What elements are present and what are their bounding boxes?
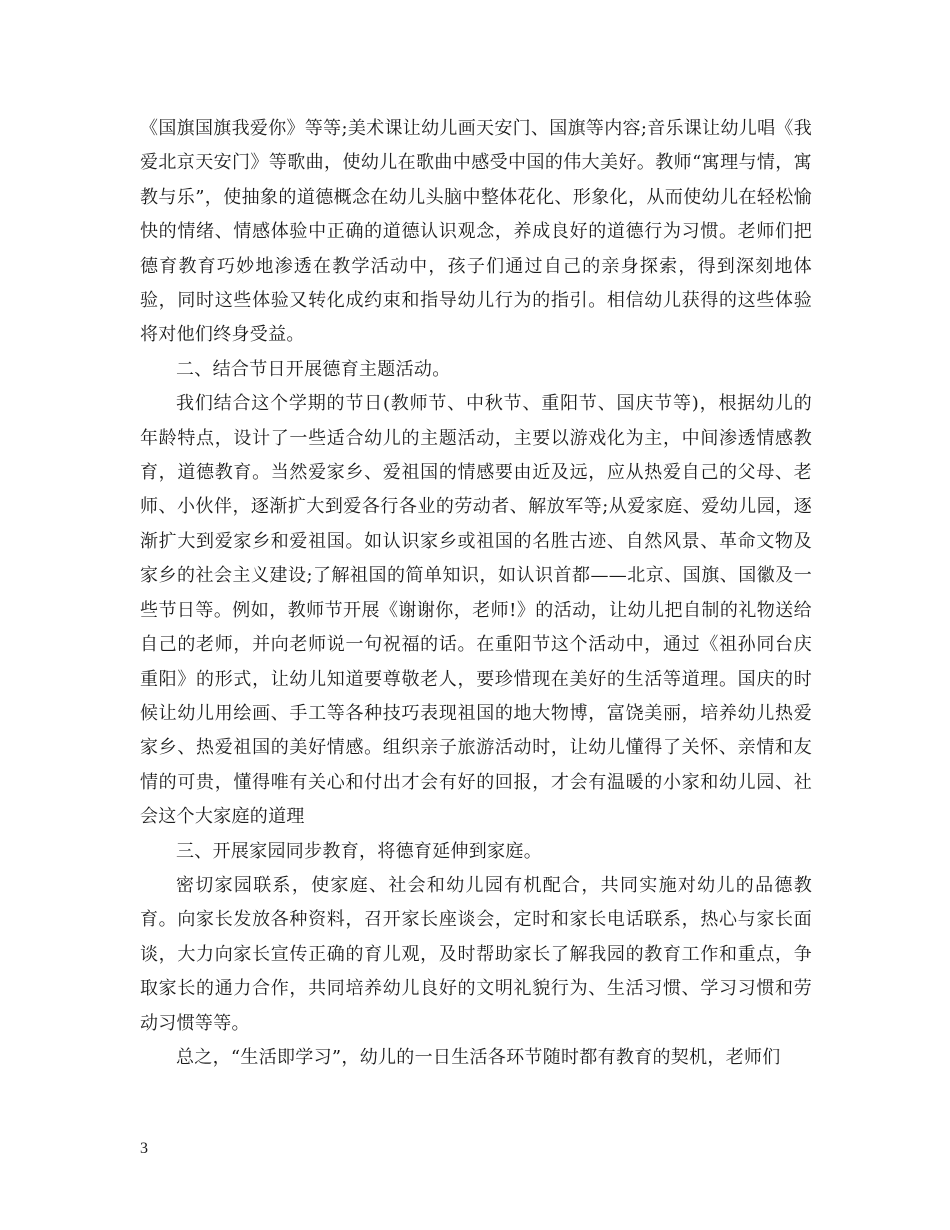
paragraph-home-school: 密切家园联系，使家庭、社会和幼儿园有机配合，共同实施对幼儿的品德教育。向家长发放各种资料，召开家长座谈会，定时和家长电话联系，热心与家长面谈，大力向家长宣传正确的育儿观，及时帮助家长了解我园的教育工作和重点，争取家长的通力合作，共同培养幼儿良好的文明礼貌行为、生活习惯、学习习惯和劳动习惯等等。 bbox=[140, 874, 812, 1034]
page-number: 3 bbox=[140, 1140, 148, 1157]
section-heading-2: 二、结合节日开展德育主题活动。 bbox=[176, 358, 451, 380]
paragraph-festival-activities: 我们结合这个学期的节日(教师节、中秋节、重阳节、国庆节等)，根据幼儿的年龄特点，设计了一些适合幼儿的主题活动，主要以游戏化为主，中间渗透情感教育，道德教育。当然爱家乡、爱祖国的情感要由近及远，应从热爱自己的父母、老师、小伙伴，逐渐扩大到爱各行各业的劳动者、解放军等;从爱家庭、爱幼儿园，逐渐扩大到爱家乡和爱祖国。如认识家乡或祖国的名胜古迹、自然风景、革命文物及家乡的社会主义建设;了解祖国的简单知识，如认识首都——北京、国旗、国徽及一些节日等。例如，教师节开展《谢谢你，老师!》的活动，让幼儿把自制的礼物送给自己的老师，并向老师说一句祝福的话。在重阳节这个活动中，通过《祖孙同台庆重阳》的形式，让幼儿知道要尊敬老人，要珍惜现在美好的生活等道理。国庆的时候让幼儿用绘画、手工等各种技巧表现祖国的地大物博，富饶美丽，培养幼儿热爱家乡、热爱祖国的美好情感。组织亲子旅游活动时，让幼儿懂得了关怀、亲情和友情的可贵，懂得唯有关心和付出才会有好的回报，才会有温暖的小家和幼儿园、社会这个大家庭的道理 bbox=[140, 393, 812, 828]
document-body bbox=[140, 112, 812, 1075]
paragraph-summary: 总之，“生活即学习”，幼儿的一日生活各环节随时都有教育的契机，老师们 bbox=[176, 1046, 781, 1068]
section-heading-3: 三、开展家园同步教育，将德育延伸到家庭。 bbox=[176, 840, 542, 862]
paragraph-continuation: 《国旗国旗我爱你》等等;美术课让幼儿画天安门、国旗等内容;音乐课让幼儿唱《我爱北京天安门》等歌曲，使幼儿在歌曲中感受中国的伟大美好。教师“寓理与情，寓教与乐”，使抽象的道德概念在幼儿头脑中整体花化、形象化，从而使幼儿在轻松愉快的情绪、情感体验中正确的道德认识观念，养成良好的道德行为习惯。老师们把德育教育巧妙地渗透在教学活动中，孩子们通过自己的亲身探索，得到深刻地体验，同时这些体验又转化成约束和指导幼儿行为的指引。相信幼儿获得的这些体验将对他们终身受益。 bbox=[140, 118, 812, 346]
